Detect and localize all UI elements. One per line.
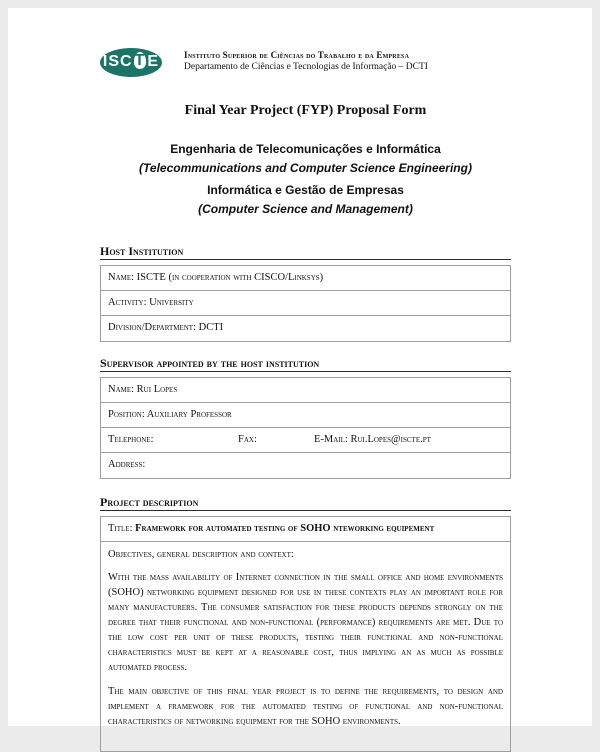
header [100,46,511,78]
logo-letter: E [147,53,160,70]
logo-letter: C [120,53,133,70]
host-name-row: Name: ISCTE (in cooperation with CISCO/Linksys) [101,266,510,291]
host-activity-row: Activity: University [101,291,510,316]
supervisor-address-row: Address: [108,459,146,470]
program-name: Informática e Gestão de Empresas [207,183,404,197]
email-field: E-Mail: Rui.Lopes@iscte.pt [314,434,431,445]
project-title-label: Title: [108,523,136,534]
iscte-logo [100,48,162,77]
logo-letter: S [108,53,121,70]
section-supervisor [100,356,511,479]
logo-letter: T [134,51,146,69]
host-division-row: Division/Department: DCTI [108,322,224,333]
host-institution-heading: Host Institution [100,244,511,260]
telephone-field: Telephone: [108,434,154,445]
program-translation: (Telecommunications and Computer Science Engineering) [139,161,472,175]
document-title: Final Year Project (FYP) Proposal Form [184,103,427,118]
institute-name: Instituto Superior de Ciências do Trabalho e da Empresa [184,50,410,61]
institute-name-block [184,50,428,73]
department-name: Departamento de Ciências e Tecnologias de Informação – DCTI [184,61,428,72]
supervisor-name-row: Name: Rui Lopes [101,378,510,403]
program-translation: (Computer Science and Management) [198,202,413,216]
supervisor-position-row: Position: Auxiliary Professor [101,403,510,428]
document-page [8,8,592,726]
project-description-table [100,516,511,752]
fax-field: Fax: [238,434,257,445]
objectives-label: Objectives, general description and context: [108,549,294,560]
objectives-paragraph: The main objective of this final year project is to define the requirements, to design and implement a framework for the automated testing of functional and non-functional characteristics of networking equipment for the SOHO environments. [108,686,503,727]
supervisor-contact-row [101,428,510,453]
supervisor-heading: Supervisor appointed by the host institution [100,356,511,372]
project-title-row [101,517,510,542]
project-description-heading: Project description [100,495,511,511]
objectives-paragraph: With the mass availability of Internet connection in the small office and home environments (SOHO) networking equipment designed for use in these contexts play an important role for many manufacturers. The consumer satisfaction for these products depends strongly on the degree that their functional and non-functional (performance) requirements are met. Due to the low cost per unit of these products, testing their functional and non-functional characteristics must be kept at a reasonable cost, thus implying an as much as possible automated process. [108,572,503,673]
host-institution-table [100,265,511,342]
program-name: Engenharia de Telecomunicações e Informática [170,142,441,156]
programs-block [100,140,511,219]
logo-letter: I [102,53,109,70]
project-title-value: Framework for automated testing of SOHO nteworking equipement [135,523,435,534]
section-project-description [100,495,511,752]
supervisor-table [100,377,511,479]
section-host-institution [100,244,511,342]
project-objectives-cell [101,542,510,751]
